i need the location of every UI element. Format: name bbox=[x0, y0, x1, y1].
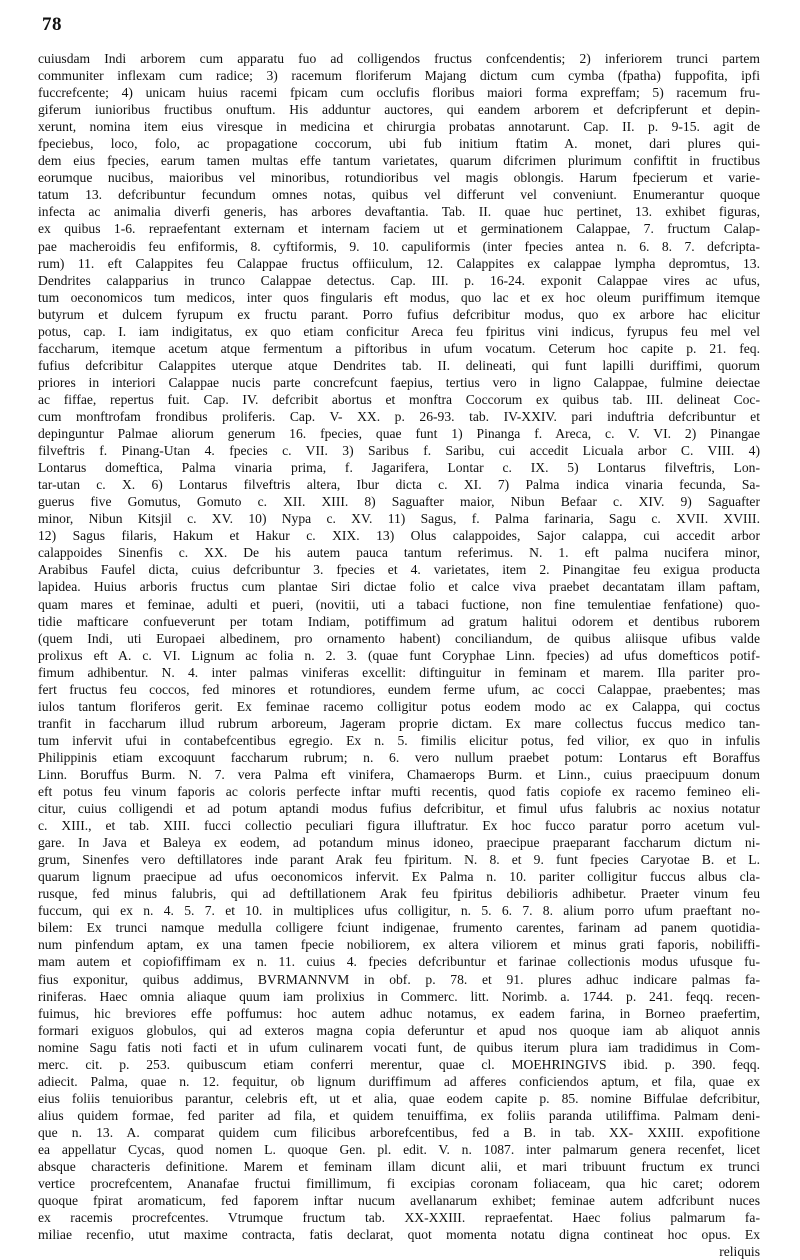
text-line: Lontarus domeftica, Palma vinaria prima, f. Jagarifera, Lontar c. IX. 5) Lontarus filveftris, Lon- bbox=[38, 460, 760, 476]
text-line: c. XIII., et tab. XIII. fucci collectio peculiari figura illuftratur. Ex hoc fucco paratur porro acetum vul- bbox=[38, 818, 760, 834]
text-line: butyrum et dulcem fyrupum ex fructu parant. Porro fufius defcribitur modus, quo ex arbore hac elicitur bbox=[38, 306, 760, 322]
page-number: 78 bbox=[42, 14, 62, 35]
text-line: tum oeconomicos tum medicos, inter quos fingularis eft modus, quo lac et ex hoc oleum puriffimum itemque bbox=[38, 289, 760, 305]
text-line: nomine Sagu fatis noti facti et in ufum culinarem vocati funt, de quibus iterum plura iam tradidimus in Com- bbox=[38, 1039, 760, 1055]
text-line: Arabibus Faufel dicta, cuius defcribuntur 3. fpecies et 4. varietates, item 2. Pinangitae feu exigua producta bbox=[38, 562, 760, 578]
text-line: pae macheroidis feu enfiformis, 8. cyftiformis, 9. 10. capuliformis (inter fpecies antea n. 6. 8. 7. defcripta- bbox=[38, 238, 760, 254]
text-line: minor, Nibun Kitsjil c. XV. 10) Nypa c. XV. 11) Sagus, f. Palma farinaria, Sagu c. XVII. XVIII. bbox=[38, 511, 760, 527]
text-line: quoque fpirat aromaticum, fed faporem inftar nucum avellanarum exhibet; feminae autem adfcribunt nuces bbox=[38, 1193, 760, 1209]
text-line: priores in interiori Calappae nucis parte concrefcunt faepius, tertius vero in ligno Calappae, fulmine deiectae bbox=[38, 374, 760, 390]
text-line: tum infervit ufui in contabefcentibus egregio. Ex n. 5. fimilis elicitur potus, fed vilior, ex quo in infulis bbox=[38, 732, 760, 748]
text-line: miliae recenfio, utut maxime contracta, fatis declarat, quot momenta notatu digna contineat hoc opus. Ex bbox=[38, 1227, 760, 1243]
text-line: fuccum, qui ex n. 4. 5. 7. et 10. in multiplices ufus colligitur, n. 5. 6. 7. 8. alium porro ufum praeftant no- bbox=[38, 903, 760, 919]
text-line: cum monftrofam frondibus proliferis. Cap. V- XX. p. 26-93. tab. IV-XXIV. pari induftria defcribuntur et bbox=[38, 408, 760, 424]
text-line: iulos tantum floriferos gerit. Ex feminae racemo colligitur potus eodem modo ac ex Calappa, qui coctus bbox=[38, 698, 760, 714]
text-line: eius foliis tenuioribus parantur, celebris eft, ut et alia, quae eodem capite p. 85. nomine Biffulae defcribitur, bbox=[38, 1090, 760, 1106]
text-line: guerus five Gomutus, Gomuto c. XII. XIII. 8) Saguafter maior, Nibun Befaar c. XIV. 9) Saguafter bbox=[38, 494, 760, 510]
text-line: ac fiffae, repertus fuit. Cap. IV. defcribit abortus et monftra Coccorum ex quibus tab. III. delineat Coc- bbox=[38, 391, 760, 407]
text-line: ea appellatur Cycas, quod nomen L. quoque Gen. pl. edit. V. n. 1087. inter palmarum genera recenfet, licet bbox=[38, 1142, 760, 1157]
text-line: tidie mafticare confueverunt per totam Indiam, potiffimum ad gratum halitui odorem et dentibus ruborem bbox=[38, 613, 760, 629]
text-line: num pinfendum aptam, ex una tamen fpecie nobiliorem, ex altera viliorem et minus grati faporis, nobiliffi- bbox=[38, 937, 760, 953]
text-line: formari exiguos globulos, qui ad exteros magna copia deferuntur et apud nos quoque iam ab aliquot annis bbox=[38, 1022, 760, 1038]
text-line: ex quibus 1-6. repraefentant externam et internam faciem ut et germinationem Calappae, 7. fructum Calap- bbox=[38, 221, 760, 237]
text-line: fert fructus feu coccos, fed minores et rotundiores, eundem ferme ufum, ac cocci Calappae, praebentes; mas bbox=[38, 681, 760, 697]
text-line: Philippinis etiam excoquunt faccharum rubrum; n. 6. vero nullum praebet potum: Lontarus eft Boraffus bbox=[38, 749, 760, 765]
text-line: lapidea. Huius arboris fructus cum plantae Siri dictae folio et calce viva praebet decantatam illam paftam, bbox=[38, 579, 760, 595]
text-line: eorumque nucibus, maioribus vel minoribus, rotundioribus vel magis oblongis. Harum fpecierum et varie- bbox=[38, 170, 760, 186]
text-line: rum) 11. eft Calappites feu Calappae fructus offiiculum, 12. Calappites ex calappae lympha depromtus, 13. bbox=[38, 255, 760, 271]
text-line: fufius defcribitur Calappites uterque atque Dendrites tab. II. delineati, qui funt lapilli duriffimi, quorum bbox=[38, 357, 760, 373]
text-line: fius exponitur, quibus addimus, BVRMANNVM in obf. p. 78. et 91. plures adhuc indicare palmas fa- bbox=[38, 971, 760, 987]
text-line: tatum 13. defcribuntur fecundum omnes notas, quibus vel differunt vel conveniunt. Enumerantur quoque bbox=[38, 187, 760, 203]
text-line: communiter inflexam cum radice; 3) racemum floriferum Majang dictum cum cymba (fpatha) fuppofita, ipfi bbox=[38, 68, 760, 84]
text-line: fuimus, hic breviores effe poffumus: hoc autem adhuc notamus, ex eadem farina, in Borneo praefertim, bbox=[38, 1005, 760, 1021]
text-line: quam mares et feminae, adulti et pueri, (novitii, uti a tabaci fuctione, non fine temulentiae fenfatione) quo- bbox=[38, 596, 760, 612]
text-line: que n. 13. A. comparat quidem cum filicibus arborefcentibus, fed a B. in tab. XX- XXIII. expofitione bbox=[38, 1124, 760, 1140]
text-line: reliquis bbox=[719, 1244, 760, 1260]
text-line: Linn. Boruffus Burm. N. 7. vera Palma eft vinifera, Chamaerops Burm. et Linn., cuius praecipuum donum bbox=[38, 766, 760, 782]
text-line: mam autem et copiofiffimam ex n. 11. cuius 4. fpecies defcribuntur et farinae collectionis modus ufusque fu- bbox=[38, 954, 760, 970]
text-line: prolixus eft A. c. VI. Lignum ac folia n. 2. 3. (quae funt Coryphae Linn. fpecies) ad ufus domefticos potif- bbox=[38, 647, 760, 663]
text-line: eft potus feu vinum faporis ac coloris perfecte inftar mufti recentis, quod fatis copiofe ex racemo femineo eli- bbox=[38, 784, 760, 800]
text-line: fuccrefcente; 4) unicam huius racemi fpicam cum occlufis floribus maiori forma expreffam; 5) racemum fru- bbox=[38, 85, 760, 101]
body-text bbox=[38, 50, 760, 1260]
text-line: grum, Sinenfes vero deftillatores inde parant Arak feu fpiritum. N. 8. et 9. funt fpecies Caryotae B. et L. bbox=[38, 852, 760, 868]
text-line: infecta ac animalia diverfi generis, has arbores devaftantia. Tab. II. quae huc pertinet, 13. exhibet figuras, bbox=[38, 204, 760, 220]
text-line: depinguntur Palmae aliorum generum 16. fpecies, quae funt 1) Pinanga f. Areca, c. V. VI. 2) Pinangae bbox=[38, 426, 760, 442]
text-line: faccharum, itemque acetum atque fermentum a piftoribus in ufum vocatum. Ceterum hoc capite p. 21. feq. bbox=[38, 340, 760, 356]
text-line: riniferas. Haec omnia aliaque quum iam prolixius in Commerc. litt. Norimb. a. 1744. p. 241. feqq. recen- bbox=[38, 988, 760, 1004]
text-line: xerunt, nomina item eius viresque in medicina et chirurgia probatas annotarunt. Cap. II. p. 9-15. agit de bbox=[38, 119, 760, 135]
text-line: fimum adhibentur. N. 4. inter palmas viniferas excellit: diftinguitur in feminam et marem. Illa pariter pro- bbox=[38, 664, 760, 680]
text-line: merc. cit. p. 253. quibuscum etiam conferri merentur, quae cl. MOEHRINGIVS ibid. p. 390. feqq. bbox=[38, 1056, 760, 1072]
text-line: Dendrites calapparius in trunco Calappae detectus. Cap. III. p. 16-24. exponit Calappae vires ac ufus, bbox=[38, 272, 760, 288]
text-line: giferum iunioribus fructibus onuftum. His adduntur auctores, qui eandem arborem et defcripferunt et depin- bbox=[38, 102, 760, 118]
text-line: rusque, fed minus falubris, qui ad deftillationem Arak feu fpiritus debilioris adhibetur. Praeter vinum feu bbox=[38, 886, 760, 902]
text-line: tar-utan c. X. 6) Lontarus filveftris altera, Ibur dicta c. XI. 7) Palma indica vinaria fecunda, Sa- bbox=[38, 477, 760, 493]
text-line: (quem Indi, uti Europaei albedinem, pro ornamento habent) conciliandum, de quibus aliisque ufibus valde bbox=[38, 630, 760, 646]
text-line: potus, cap. I. iam indigitatus, ex quo etiam conficitur Areca feu fpiritus vini indicus, fyrupus feu mel vel bbox=[38, 323, 760, 339]
text-line: adiecit. Palma, quae n. 12. fequitur, ob lignum duriffimum ad afferes conficiendos aptum, et fila, quae ex bbox=[38, 1073, 760, 1089]
text-line: filveftris f. Pinang-Utan 4. fpecies c. VII. 3) Saribus f. Saribu, cui accedit Licuala arbor C. VIII. 4) bbox=[38, 443, 760, 459]
text-line: ex racemis procrefcentes. Vtrumque fructum tab. XX-XXIII. repraefentat. Haec folius palmarum fa- bbox=[38, 1210, 760, 1226]
text-line: cuiusdam Indi arborem cum apparatu fuo ad colligendos fructus confcendentis; 2) inferiorem trunci partem bbox=[38, 51, 760, 66]
text-line: bilem: Ex trunci namque medulla colligere fciunt indigenae, frumento carentes, farinam ad panem quotidia- bbox=[38, 920, 760, 936]
text-line: dem eius fpecies, earum tamen multas effe tantum varietates, quarum difcrimen plurimum confiftit in fructibus bbox=[38, 153, 760, 169]
text-line: vertice procrefcentem, Ananafae fructui fimillimum, fi excipias coronam foliaceam, qua hic caret; odorem bbox=[38, 1176, 760, 1192]
text-line: alius quidem formae, fed pariter ad fila, et quidem tenuiffima, ex foliis paranda utiliffima. Palmam deni- bbox=[38, 1107, 760, 1123]
text-line: 12) Sagus filaris, Hakum et Hakur c. XIX. 13) Olus calappoides, Sajor calappa, cui accedit arbor bbox=[38, 528, 760, 544]
text-line: tranfit in faccharum illud rubrum arboreum, Jageram proprie dictam. Ex mare collectus fuccus medico tan- bbox=[38, 715, 760, 731]
text-line: calappoides Sinenfis c. XX. De his autem pauca tantum referimus. N. 1. eft palma nucifera minor, bbox=[38, 545, 760, 561]
text-line: citur, cuius colligendi et ad potum aptandi modus fufius defcribitur, et fimul ufus falubris ac noxius notatur bbox=[38, 801, 760, 817]
text-line: gare. In Java et Baleya ex eodem, ad potandum minus idoneo, praecipue praeparant faccharum dictum ni- bbox=[38, 835, 760, 851]
text-line: fpeciebus, loco, folo, ac propagatione coccorum, ubi fub initium ftatim A. monet, dari plures qui- bbox=[38, 136, 760, 152]
text-line: quarum lignum praecipue ad ufus oeconomicos infervit. Ex Palma n. 10. pariter colligitur fuccus albus cla- bbox=[38, 869, 760, 885]
text-line: absque characteris definitione. Marem et feminam illam dicunt alii, et mari tribuunt fructum ex trunci bbox=[38, 1159, 760, 1175]
